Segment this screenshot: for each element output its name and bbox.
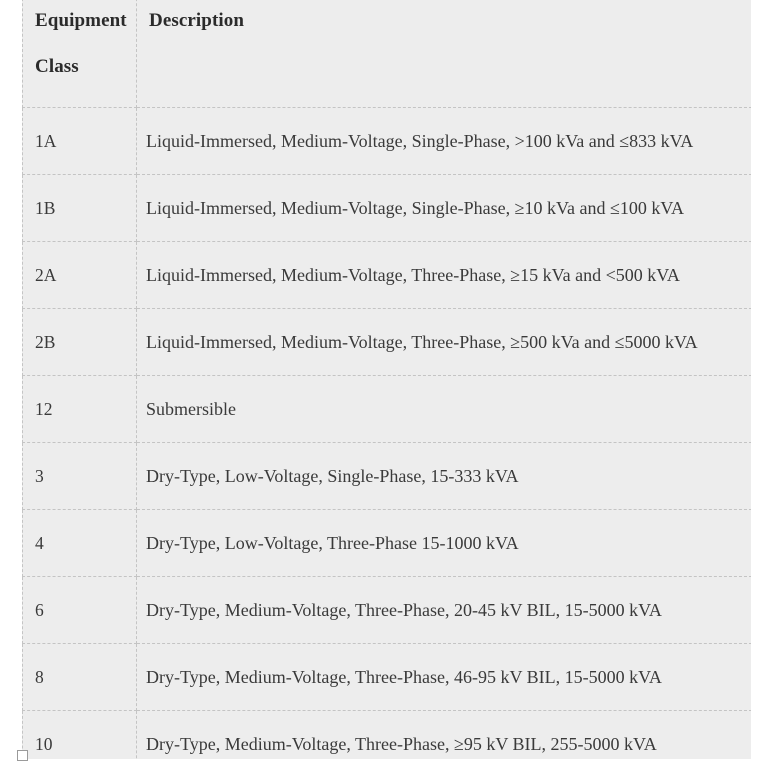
cell-description[interactable]: Liquid-Immersed, Medium-Voltage, Single-Phase, >100 kVa and ≤833 kVA [137,108,752,175]
column-header-equipment-class-line-1: Equipment [35,10,127,31]
table-row[interactable] [23,242,752,309]
cell-equipment-class[interactable]: 8 [23,644,137,711]
cell-equipment-class[interactable]: 2A [23,242,137,309]
cell-description[interactable]: Liquid-Immersed, Medium-Voltage, Three-Phase, ≥15 kVa and <500 kVA [137,242,752,309]
bottom-page-margin [0,759,768,766]
table-header [23,0,752,108]
cell-equipment-class[interactable]: 6 [23,577,137,644]
table-row[interactable] [23,577,752,644]
cell-equipment-class[interactable]: 1A [23,108,137,175]
column-header-equipment-class-line-2: Class [35,56,79,77]
table-row[interactable] [23,376,752,443]
table-row[interactable] [23,644,752,711]
table-row[interactable] [23,443,752,510]
cell-description[interactable]: Liquid-Immersed, Medium-Voltage, Single-Phase, ≥10 kVa and ≤100 kVA [137,175,752,242]
cell-equipment-class[interactable]: 3 [23,443,137,510]
right-page-margin [751,0,768,766]
cell-equipment-class[interactable]: 2B [23,309,137,376]
table-row[interactable] [23,711,752,766]
table-row[interactable] [23,108,752,175]
cell-equipment-class[interactable]: 10 [23,711,137,766]
equipment-class-table[interactable] [22,0,752,766]
table-body [23,108,752,766]
cell-description[interactable]: Dry-Type, Medium-Voltage, Three-Phase, 46-95 kV BIL, 15-5000 kVA [137,644,752,711]
left-page-margin [0,0,22,766]
cell-description[interactable]: Submersible [137,376,752,443]
cell-equipment-class[interactable]: 4 [23,510,137,577]
table-row[interactable] [23,510,752,577]
cell-equipment-class[interactable]: 12 [23,376,137,443]
table-row[interactable] [23,309,752,376]
table-row[interactable] [23,175,752,242]
table-resize-handle[interactable] [17,750,28,761]
cell-description[interactable]: Dry-Type, Medium-Voltage, Three-Phase, ≥95 kV BIL, 255-5000 kVA [137,711,752,766]
cell-description[interactable]: Dry-Type, Low-Voltage, Single-Phase, 15-333 kVA [137,443,752,510]
cell-description[interactable]: Dry-Type, Low-Voltage, Three-Phase 15-1000 kVA [137,510,752,577]
column-header-description[interactable] [137,0,752,108]
column-header-description-line-1: Description [149,10,245,31]
cell-description[interactable]: Liquid-Immersed, Medium-Voltage, Three-Phase, ≥500 kVa and ≤5000 kVA [137,309,752,376]
cell-equipment-class[interactable]: 1B [23,175,137,242]
cell-description[interactable]: Dry-Type, Medium-Voltage, Three-Phase, 20-45 kV BIL, 15-5000 kVA [137,577,752,644]
table-header-row [23,0,752,108]
column-header-equipment-class[interactable] [23,0,137,108]
